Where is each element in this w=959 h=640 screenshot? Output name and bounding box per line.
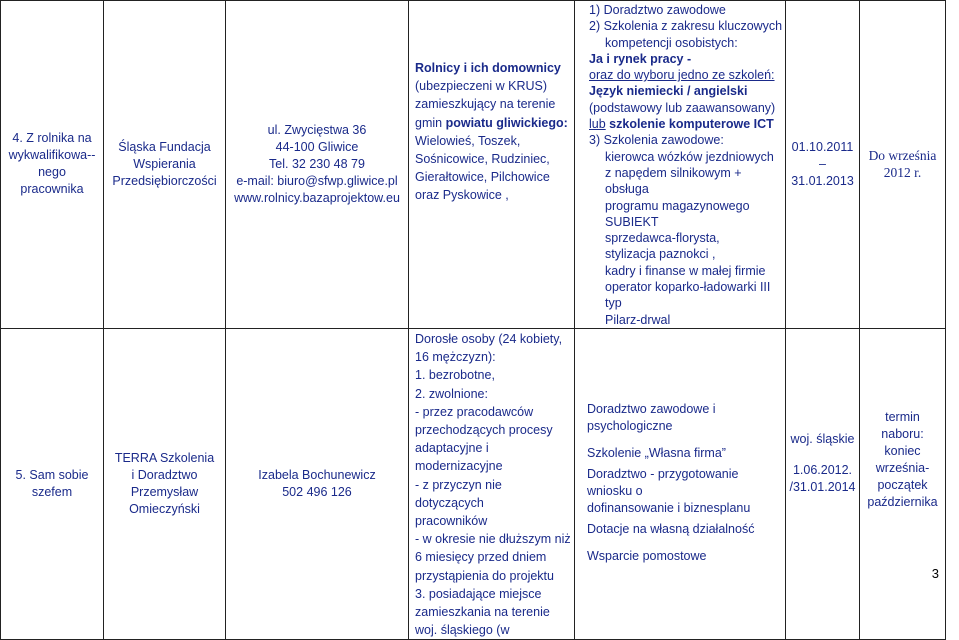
support-line: (podstawowy lub zaawansowany) bbox=[589, 100, 776, 115]
target-line: Gierałtowice, Pilchowice bbox=[415, 170, 550, 185]
recruitment-line: września- bbox=[875, 460, 930, 475]
recruitment-line: początek bbox=[877, 477, 928, 492]
target-line: gmin bbox=[415, 115, 443, 130]
period-region: woj. śląskie bbox=[790, 431, 855, 446]
org-line: TERRA Szkolenia bbox=[114, 451, 215, 466]
target-line: Sośnicowice, Rudziniec, bbox=[415, 152, 550, 167]
target-line: 1. bezrobotne, bbox=[415, 368, 495, 383]
period-end: /31.01.2014 bbox=[789, 479, 856, 494]
target-group-cell bbox=[409, 1, 575, 329]
period-start: 1.06.2012. bbox=[792, 462, 853, 477]
target-line: przystąpienia do projektu bbox=[415, 568, 554, 583]
support-line: Doradztwo - przygotowanie wniosku o bbox=[587, 466, 739, 498]
phone-number: 502 496 126 bbox=[282, 485, 352, 500]
email-link[interactable]: e-mail: biuro@sfwp.gliwice.pl bbox=[236, 173, 398, 188]
section-title: 5. Sam sobie szefem bbox=[15, 468, 89, 500]
recruitment-line: 2012 r. bbox=[883, 165, 922, 181]
course-item: Pilarz-drwal bbox=[605, 312, 671, 327]
target-line: modernizacyjne bbox=[415, 459, 503, 474]
org-line: Śląska Fundacja bbox=[118, 139, 211, 154]
target-line: zamieszkania na terenie bbox=[415, 604, 550, 619]
target-line: pracowników bbox=[415, 513, 488, 528]
contact-cell bbox=[226, 328, 409, 639]
target-line: (ubezpieczeni w KRUS) bbox=[415, 79, 547, 94]
recruitment-line: termin bbox=[885, 409, 920, 424]
recruitment-cell bbox=[860, 328, 946, 639]
website-link[interactable]: www.rolnicy.bazaprojektow.eu bbox=[234, 190, 400, 205]
support-line: Dotacje na własną działalność bbox=[587, 521, 755, 536]
page-number: 3 bbox=[931, 566, 939, 581]
target-line: woj. śląskiego (w bbox=[415, 623, 510, 638]
contact-line: Tel. 32 230 48 79 bbox=[269, 156, 365, 171]
course-item: kierowca wózków jezdniowych bbox=[605, 149, 774, 164]
target-line: Wielowieś, Toszek, bbox=[415, 133, 521, 148]
support-line: Ja i rynek pracy - bbox=[589, 51, 692, 66]
section-cell bbox=[1, 328, 104, 639]
contact-line: Izabela Bochunewicz bbox=[258, 468, 376, 483]
section-title: 4. Z rolnika na wykwalifikowa--nego pracownika bbox=[8, 131, 96, 197]
target-line: Dorosłe osoby (24 kobiety, bbox=[415, 331, 563, 346]
support-cell bbox=[575, 1, 786, 329]
target-line: - z przyczyn nie dotyczących bbox=[415, 477, 502, 510]
target-line: 2. zwolnione: bbox=[415, 386, 488, 401]
target-line: - w okresie nie dłuższym niż bbox=[415, 532, 571, 547]
support-ict: szkolenie komputerowe ICT bbox=[609, 117, 774, 132]
course-item: sprzedawca-florysta, bbox=[605, 231, 720, 246]
target-district: powiatu gliwickiego: bbox=[445, 115, 568, 130]
target-line: 3. posiadające miejsce bbox=[415, 586, 542, 601]
support-line: Wsparcie pomostowe bbox=[587, 548, 707, 563]
contact-line: 44-100 Gliwice bbox=[275, 139, 359, 154]
period-start: 01.10.2011 bbox=[791, 139, 854, 154]
org-line: Omieczyński bbox=[129, 502, 200, 517]
target-line: - przez pracodawców bbox=[415, 404, 534, 419]
target-line: 6 miesięcy przed dniem bbox=[415, 550, 547, 565]
recruitment-cell bbox=[860, 1, 946, 329]
target-line: adaptacyjne i bbox=[415, 441, 489, 456]
target-group-cell bbox=[409, 328, 575, 639]
support-line: 1) Doradztwo zawodowe bbox=[589, 3, 726, 17]
support-line: Szkolenie „Własna firma” bbox=[587, 445, 726, 460]
table-row bbox=[1, 1, 946, 329]
target-line: przechodzących procesy bbox=[415, 422, 553, 437]
support-line: Doradztwo zawodowe i psychologiczne bbox=[587, 401, 716, 433]
period-cell bbox=[786, 1, 860, 329]
support-line: 3) Szkolenia zawodowe: bbox=[589, 133, 724, 148]
target-line: oraz Pyskowice , bbox=[415, 188, 509, 203]
support-or: lub bbox=[589, 117, 606, 132]
support-line: dofinansowanie i biznesplanu bbox=[587, 500, 751, 515]
contact-cell bbox=[226, 1, 409, 329]
course-item: z napędem silnikowym + obsługa bbox=[605, 165, 742, 197]
recruitment-line: Do września bbox=[868, 148, 937, 164]
support-cell bbox=[575, 328, 786, 639]
org-line: Przemysław bbox=[130, 485, 199, 500]
recruitment-line: października bbox=[867, 494, 938, 509]
period-end: 31.01.2013 bbox=[791, 173, 854, 188]
target-line: zamieszkujący na terenie bbox=[415, 97, 556, 112]
org-line: Przedsiębiorczości bbox=[112, 173, 217, 188]
course-item: stylizacja paznokci , bbox=[605, 247, 716, 262]
support-line: oraz do wyboru jedno ze szkoleń: bbox=[589, 68, 775, 83]
course-item: programu magazynowego SUBIEKT bbox=[605, 198, 750, 229]
organization-cell bbox=[104, 328, 226, 639]
recruitment-line: naboru: bbox=[881, 426, 924, 441]
support-line: kompetencji osobistych: bbox=[605, 35, 738, 50]
support-line: Język niemiecki / angielski bbox=[589, 84, 748, 99]
org-line: Wspierania bbox=[133, 156, 196, 171]
period-cell bbox=[786, 328, 860, 639]
table-row bbox=[1, 328, 946, 639]
section-cell bbox=[1, 1, 104, 329]
organization-cell bbox=[104, 1, 226, 329]
period-dash: – bbox=[819, 156, 826, 171]
target-title: Rolnicy i ich domownicy bbox=[415, 61, 561, 75]
recruitment-line: koniec bbox=[884, 443, 921, 458]
target-line: 16 mężczyzn): bbox=[415, 350, 496, 365]
course-item: operator koparko-ładowarki III typ bbox=[605, 280, 771, 311]
course-item: kadry i finanse w małej firmie bbox=[605, 263, 766, 278]
org-line: i Doradztwo bbox=[131, 468, 198, 483]
support-line: 2) Szkolenia z zakresu kluczowych bbox=[589, 19, 783, 34]
contact-line: ul. Zwycięstwa 36 bbox=[267, 122, 367, 137]
